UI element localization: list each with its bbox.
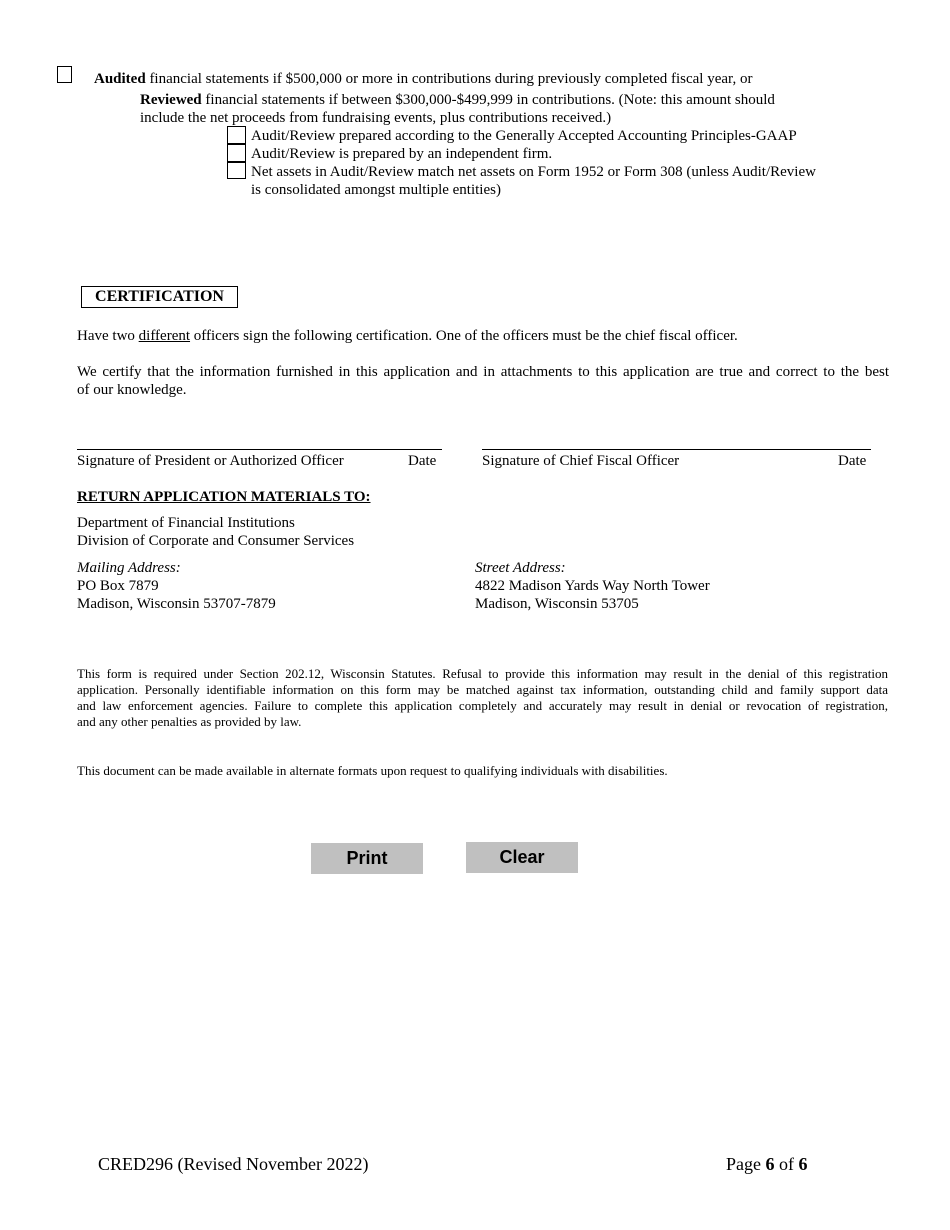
audited-text: financial statements if $500,000 or more in contributions during previously completed fiscal year, or [145, 71, 753, 87]
street-line-1: 4822 Madison Yards Way North Tower [475, 578, 710, 594]
clear-button[interactable]: Clear [466, 842, 578, 873]
print-button[interactable]: Print [311, 843, 423, 874]
legal-line-2 [77, 682, 888, 698]
certification-instruction [77, 327, 738, 345]
page-current: 6 [765, 1154, 775, 1174]
signature-date-left: Date [408, 453, 437, 469]
legal-line-1-text: This form is required under Section 202.12, Wisconsin Statutes. Refusal to provide this information may result in the denial of this registration [77, 666, 888, 681]
statement-line-2: of our knowledge. [77, 382, 187, 398]
audited-checkbox[interactable] [57, 66, 72, 83]
instruction-underline: different [138, 328, 191, 344]
return-dept: Department of Financial Institutions [77, 515, 295, 531]
independent-firm-checkbox[interactable] [227, 144, 246, 162]
certification-statement [77, 363, 889, 381]
legal-line-3-text: and law enforcement agencies. Failure to complete this application completely and accurately may result in denial or revocation of registration, [77, 698, 888, 713]
certification-heading: CERTIFICATION [81, 286, 238, 308]
reviewed-line [140, 91, 775, 109]
independent-firm-label: Audit/Review is prepared by an independent firm. [251, 146, 553, 162]
mailing-line-1: PO Box 7879 [77, 578, 159, 594]
legal-line-1 [77, 666, 888, 682]
reviewed-bold: Reviewed [140, 92, 202, 108]
alt-formats-notice: This document can be made available in alternate formats upon request to qualifying individuals with disabilities. [77, 763, 668, 778]
mailing-label: Mailing Address: [77, 560, 181, 576]
street-label: Street Address: [475, 560, 566, 576]
return-heading: RETURN APPLICATION MATERIALS TO: [77, 489, 371, 505]
page-of: of [774, 1154, 799, 1174]
statement-line-1: We certify that the information furnished in this application and in attachments to this application are true and correct to the best [77, 364, 889, 380]
page-total: 6 [798, 1154, 808, 1174]
form-id: CRED296 (Revised November 2022) [98, 1154, 369, 1174]
reviewed-text: financial statements if between $300,000-$499,999 in contributions. (Note: this amount should [201, 92, 775, 108]
return-division: Division of Corporate and Consumer Services [77, 533, 355, 549]
street-line-2: Madison, Wisconsin 53705 [475, 596, 639, 612]
signature-label-cfo: Signature of Chief Fiscal Officer [482, 453, 680, 469]
audited-bold: Audited [94, 71, 146, 87]
signature-line-president[interactable] [77, 449, 442, 450]
legal-line-3 [77, 698, 888, 714]
instruction-post: officers sign the following certification. One of the officers must be the chief fiscal officer. [190, 328, 738, 344]
net-assets-label: Net assets in Audit/Review match net assets on Form 1952 or Form 308 (unless Audit/Review [251, 164, 816, 180]
page-word: Page [726, 1154, 766, 1174]
net-assets-checkbox[interactable] [227, 162, 246, 179]
instruction-pre: Have two [77, 328, 139, 344]
signature-label-president: Signature of President or Authorized Officer [77, 453, 344, 469]
gaap-label: Audit/Review prepared according to the Generally Accepted Accounting Principles-GAAP [251, 128, 797, 144]
signature-line-cfo[interactable] [482, 449, 871, 450]
mailing-line-2: Madison, Wisconsin 53707-7879 [77, 596, 276, 612]
net-assets-label-2: is consolidated amongst multiple entities) [251, 182, 501, 198]
legal-line-4: and any other penalties as provided by law. [77, 714, 302, 729]
signature-date-right: Date [838, 453, 867, 469]
page-number [726, 1153, 808, 1175]
legal-line-2-text: application. Personally identifiable information on this form may be matched against tax information, outstanding child and family support data [77, 682, 888, 697]
audited-line [94, 70, 752, 88]
gaap-checkbox[interactable] [227, 126, 246, 144]
reviewed-line-2: include the net proceeds from fundraising events, plus contributions received.) [140, 110, 612, 126]
